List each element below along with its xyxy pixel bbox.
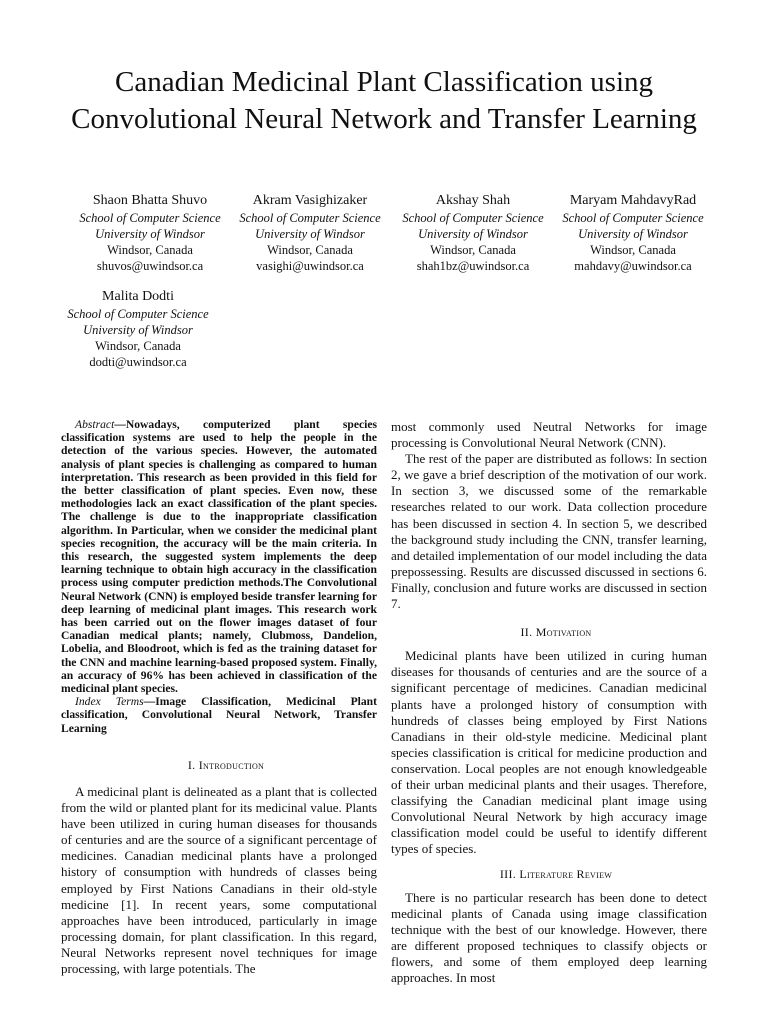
index-terms-text: —Image Classification, Medicinal Plant classification, Convolutional Neural Network, Transfer Learning	[61, 695, 377, 735]
section-number: III.	[499, 867, 517, 882]
author-block	[53, 288, 223, 370]
literature-paragraph: There is no particular research has been done to detect medicinal plants of Canada using image classification technique with the best of our knowledge. However, there are different proposed techniques to classify objects or flowers, and some of them employed deep learning approaches. In most	[391, 889, 707, 985]
author-dept: School of Computer Science	[402, 211, 544, 225]
author-city: Windsor, Canada	[95, 339, 181, 353]
author-city: Windsor, Canada	[267, 243, 353, 257]
section-number: I.	[187, 757, 196, 772]
left-column	[61, 418, 377, 977]
author-email: vasighi@uwindsor.ca	[256, 259, 364, 273]
section-heading-introduction	[61, 757, 377, 773]
section-heading-motivation	[391, 624, 707, 640]
abstract-text: —Nowadays, computerized plant species classification systems are used to help the people in the detection of the various species. However, the automated analysis of plant species is challenging as compared to human interpretation. This research as been provided in this field for the better classification of plant species. Even now, these methodologies lack an exact classification of the plant species. The challenge is due to the inappropriate classification algorithm. In Particular, when we consider the medicinal plant species recognition, the accuracy will be the main criteria. In this research, the suggested system implements the deep learning technique to obtain high accuracy in the classification process using computer prediction methods.The Convolutional Neural Network (CNN) is employed beside transfer learning for deep learning of medicinal plant images. This research work has been carried out on the flower images dataset of four Canadian medical plants; namely, Clubmoss, Dandelion, Lobelia, and Bloodroot, which is fed as the training dataset for the CNN and machine learning-based proposed system. Finally, an accuracy of 96% has been achieved in classification of the medicinal plant species.	[61, 418, 377, 696]
right-column	[391, 419, 707, 986]
author-city: Windsor, Canada	[107, 243, 193, 257]
abstract	[61, 418, 377, 695]
author-block	[65, 192, 235, 274]
author-email: dodti@uwindsor.ca	[89, 355, 187, 369]
author-university: University of Windsor	[95, 227, 205, 241]
author-dept: School of Computer Science	[79, 211, 221, 225]
section-title: Literature Review	[519, 867, 613, 882]
author-email: shah1bz@uwindsor.ca	[416, 259, 530, 273]
intro-paragraph-2: The rest of the paper are distributed as follows: In section 2, we gave a brief description of the motivation of our work. In section 3, we discussed some of the remarkable researches related to our work. Data collection procedure has been discussed in section 4. In section 5, we described the background study including the CNN, transfer learning, and detailed implementation of our model including the data prepossessing. Results are discussed discussed in sections 6. Finally, conclusion and future works are discussed in section 7.	[391, 451, 707, 612]
author-university: University of Windsor	[418, 227, 528, 241]
index-terms	[61, 695, 377, 735]
section-title: Motivation	[535, 625, 592, 640]
author-dept: School of Computer Science	[562, 211, 704, 225]
index-terms-lead: Index Terms	[75, 695, 144, 709]
author-email: mahdavy@uwindsor.ca	[574, 259, 692, 273]
author-name: Akram Vasighizaker	[252, 193, 368, 208]
intro-paragraph: A medicinal plant is delineated as a plant that is collected from the wild or planted plant for its medicinal value. Plants have been utilized in curing human diseases for thousands of centuries and are the source of a significant percentage of medicines. Canadian medicinal plants have a prolonged history of consumption with hundreds of classes being employed by First Nations Canadians in their old-style medicine [1]. In recent years, some computational approaches have been introduced, particularly in image processing domain, for plant classification. In this regard, Neural Networks represent novel techniques for image processing, with large potentials. The	[61, 783, 377, 976]
abstract-lead: Abstract	[75, 418, 115, 431]
author-university: University of Windsor	[83, 323, 193, 337]
author-block	[548, 192, 718, 274]
author-dept: School of Computer Science	[239, 211, 381, 225]
author-university: University of Windsor	[578, 227, 688, 241]
author-city: Windsor, Canada	[430, 243, 516, 257]
motivation-paragraph: Medicinal plants have been utilized in curing human diseases for thousands of centuries and are the source of a significant percentage of medicines. Canadian medicinal plants have a prolonged history of consumption with hundreds of classes being employed by First Nations Canadians in their old-style medicine. Medicinal plant species classification is critical for medicine production and conservation. Local peoples are not enough knowledgeable of their urban medicinal plants and their usages. Therefore, classifying the Canadian medicinal plant image using Convolutional Neural Network by high accuracy image classification model could be useful to identify different types of species.	[391, 648, 707, 857]
author-university: University of Windsor	[255, 227, 365, 241]
section-heading-literature-review	[391, 866, 707, 882]
intro-paragraph-continued: most commonly used Neutral Networks for image processing is Convolutional Neural Network (CNN).	[391, 419, 707, 451]
author-city: Windsor, Canada	[590, 243, 676, 257]
author-email: shuvos@uwindsor.ca	[96, 259, 204, 273]
author-name: Akshay Shah	[435, 193, 511, 208]
paper-title: Canadian Medicinal Plant Classification using Convolutional Neural Network and Transfer Learning	[71, 66, 697, 135]
section-number: II.	[520, 625, 533, 640]
author-name: Maryam MahdavyRad	[569, 193, 697, 208]
author-name: Shaon Bhatta Shuvo	[92, 193, 208, 208]
author-block	[388, 192, 558, 274]
section-title: Introduction	[198, 757, 265, 772]
author-name: Malita Dodti	[102, 289, 174, 304]
author-dept: School of Computer Science	[67, 307, 209, 321]
author-block	[225, 192, 395, 274]
